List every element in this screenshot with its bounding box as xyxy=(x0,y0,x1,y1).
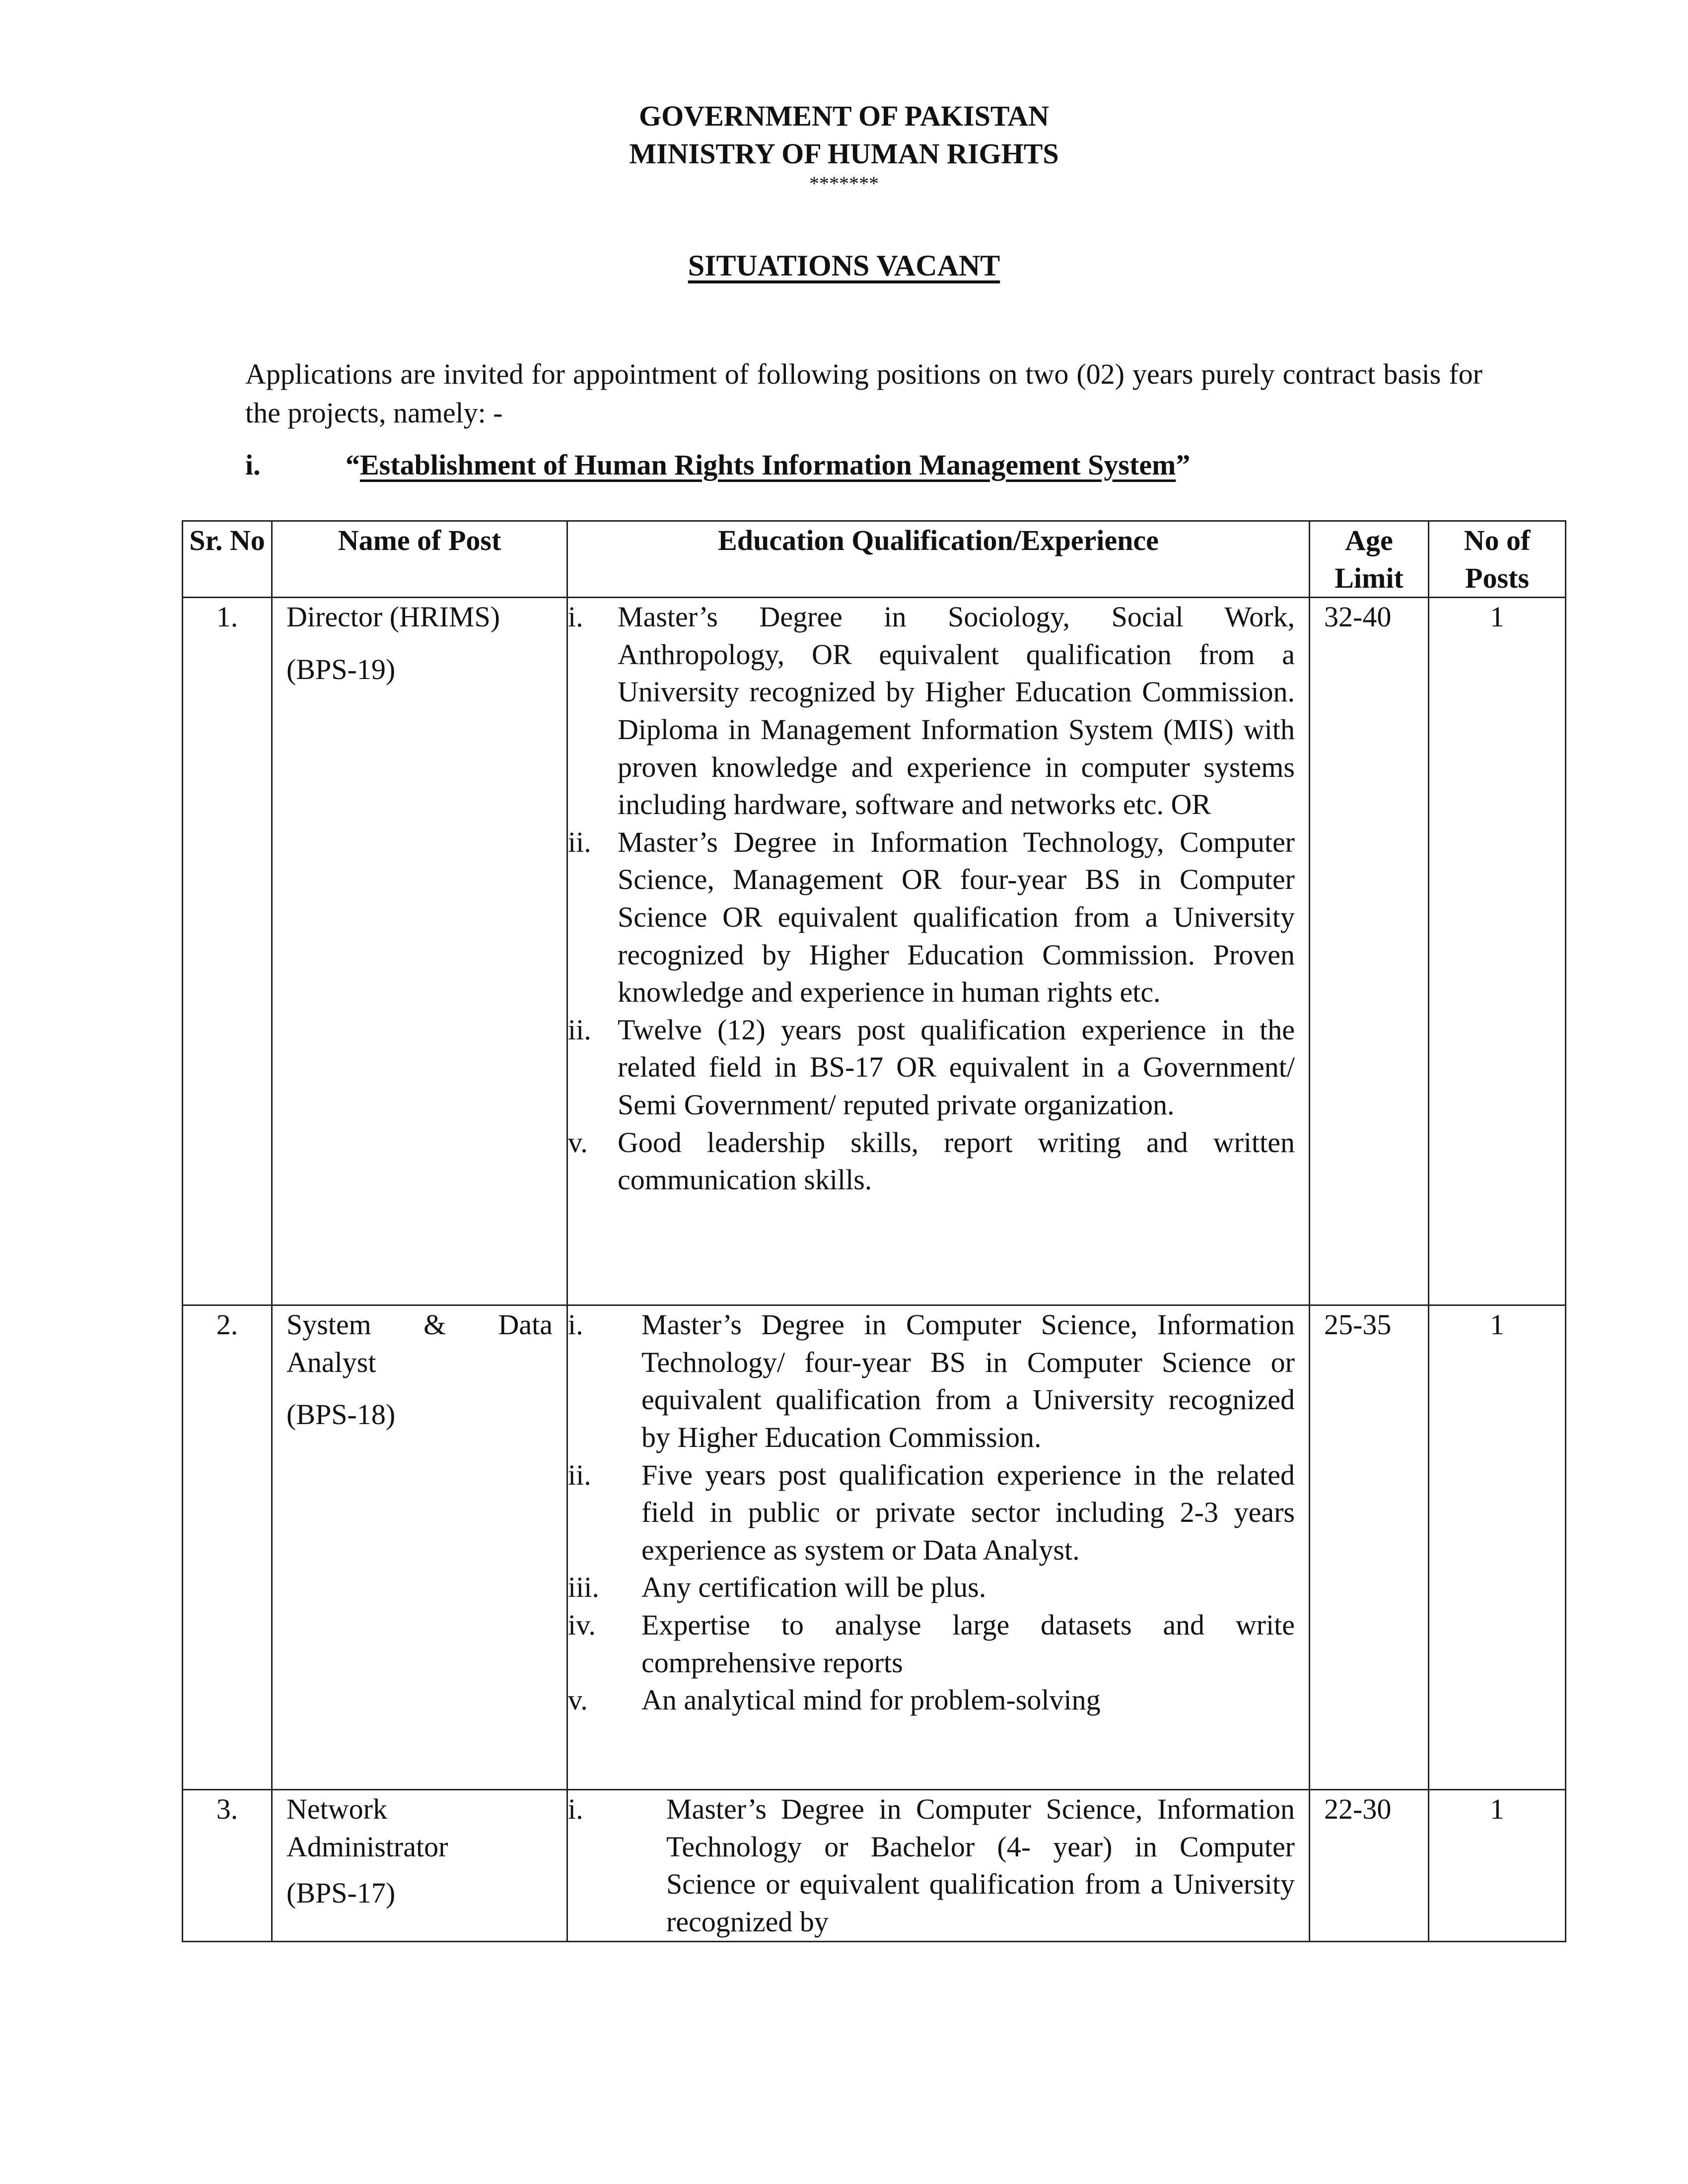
item-text: Five years post qualification experience in the related field in public or private sector including 2-3 years experience as system or Data Analyst. xyxy=(641,1458,1295,1566)
quote-close: ” xyxy=(1176,449,1191,481)
header-sr-no: Sr. No xyxy=(183,521,272,598)
item-text: Master’s Degree in Computer Science, Information Technology/ four-year BS in Computer Science or equivalent qualification from a University recognized by Higher Education Commission. xyxy=(641,1308,1295,1453)
sr-no: 3. xyxy=(183,1790,272,1941)
qualification-item xyxy=(568,823,1309,1011)
intro-paragraph: Applications are invited for appointment of following positions on two (02) years purely contract basis for the projects, namely: - xyxy=(245,358,1482,429)
qualification-item xyxy=(568,1790,1309,1940)
qualification-item xyxy=(568,598,1309,823)
table-row xyxy=(183,598,1566,1305)
post-name: Network Administrator xyxy=(286,1793,448,1863)
item-marker: v. xyxy=(568,1126,588,1159)
sr-no: 1. xyxy=(183,598,272,1305)
age-limit: 25-35 xyxy=(1310,1305,1429,1790)
posts-count: 1 xyxy=(1429,1305,1566,1790)
page-title: SITUATIONS VACANT xyxy=(688,249,1000,282)
quote-open: “ xyxy=(346,449,360,481)
item-marker: i. xyxy=(568,1793,583,1826)
project-name: Establishment of Human Rights Information Management System xyxy=(360,449,1176,481)
post-cell xyxy=(272,1790,567,1941)
qualification-cell xyxy=(567,1305,1310,1790)
item-marker: i. xyxy=(568,601,583,633)
table-header-row xyxy=(183,521,1566,598)
item-marker: iii. xyxy=(568,1571,599,1604)
post-cell xyxy=(272,1305,567,1790)
qualification-item xyxy=(568,1569,1309,1606)
qualification-item xyxy=(568,1306,1309,1456)
qualification-item xyxy=(568,1124,1309,1199)
post-scale: (BPS-19) xyxy=(286,653,396,685)
project-heading xyxy=(245,446,1586,484)
qualification-list xyxy=(568,1790,1309,1940)
item-text: Any certification will be plus. xyxy=(641,1571,986,1604)
qualification-list xyxy=(568,1306,1309,1719)
item-text: An analytical mind for problem-solving xyxy=(641,1684,1101,1716)
post-name: Director (HRIMS) xyxy=(286,601,500,633)
government-heading: GOVERNMENT OF PAKISTAN xyxy=(638,100,1050,132)
post-scale: (BPS-18) xyxy=(286,1398,396,1431)
header-education: Education Qualification/Experience xyxy=(567,521,1310,598)
sr-no: 2. xyxy=(183,1305,272,1790)
item-marker: ii. xyxy=(568,825,591,858)
post-cell xyxy=(272,598,567,1305)
separator-stars: ******* xyxy=(809,172,879,195)
qualification-cell xyxy=(567,598,1310,1305)
qualification-cell xyxy=(567,1790,1310,1941)
item-marker: ii. xyxy=(568,1013,591,1046)
item-text: Master’s Degree in Information Technology, Computer Science, Management OR four-year BS in Computer Science OR equivalent qualification from a University recognized by Higher Education Commission. Proven knowledge and experience in human rights etc. xyxy=(618,825,1295,1009)
post-scale: (BPS-17) xyxy=(286,1877,396,1910)
item-marker: iv. xyxy=(568,1608,596,1641)
posts-count: 1 xyxy=(1429,1790,1566,1941)
item-marker: i. xyxy=(568,1308,583,1341)
header-name-of-post: Name of Post xyxy=(272,521,567,598)
item-text: Expertise to analyse large datasets and write comprehensive reports xyxy=(641,1608,1295,1679)
positions-table xyxy=(182,520,1566,1942)
qualification-item xyxy=(568,1456,1309,1569)
ministry-heading: MINISTRY OF HUMAN RIGHTS xyxy=(629,137,1059,170)
table-row xyxy=(183,1790,1566,1941)
qualification-item xyxy=(568,1681,1309,1719)
project-number: i. xyxy=(245,449,261,481)
post-name: System & Data Analyst xyxy=(286,1308,553,1378)
header-age-limit: Age Limit xyxy=(1310,521,1429,598)
item-text: Master’s Degree in Computer Science, Information Technology or Bachelor (4- year) in Computer Science or equivalent qualification from a University recognized by xyxy=(666,1793,1295,1938)
header-no-of-posts: No of Posts xyxy=(1429,521,1566,598)
item-text: Good leadership skills, report writing and written communication skills. xyxy=(618,1126,1295,1196)
table-row xyxy=(183,1305,1566,1790)
qualification-list xyxy=(568,598,1309,1199)
age-limit: 32-40 xyxy=(1310,598,1429,1305)
age-limit: 22-30 xyxy=(1310,1790,1429,1941)
item-marker: v. xyxy=(568,1684,588,1716)
item-text: Master’s Degree in Sociology, Social Work, Anthropology, OR equivalent qualification from a University recognized by Higher Education Commission. Diploma in Management Information System (MIS) with proven knowledge and experience in computer systems including hardware, software and networks etc. OR xyxy=(618,601,1295,821)
qualification-item xyxy=(568,1606,1309,1681)
qualification-item xyxy=(568,1011,1309,1124)
posts-count: 1 xyxy=(1429,598,1566,1305)
item-text: Twelve (12) years post qualification experience in the related field in BS-17 OR equivalent in a Government/ Semi Government/ reputed private organization. xyxy=(618,1013,1295,1121)
item-marker: ii. xyxy=(568,1458,591,1491)
